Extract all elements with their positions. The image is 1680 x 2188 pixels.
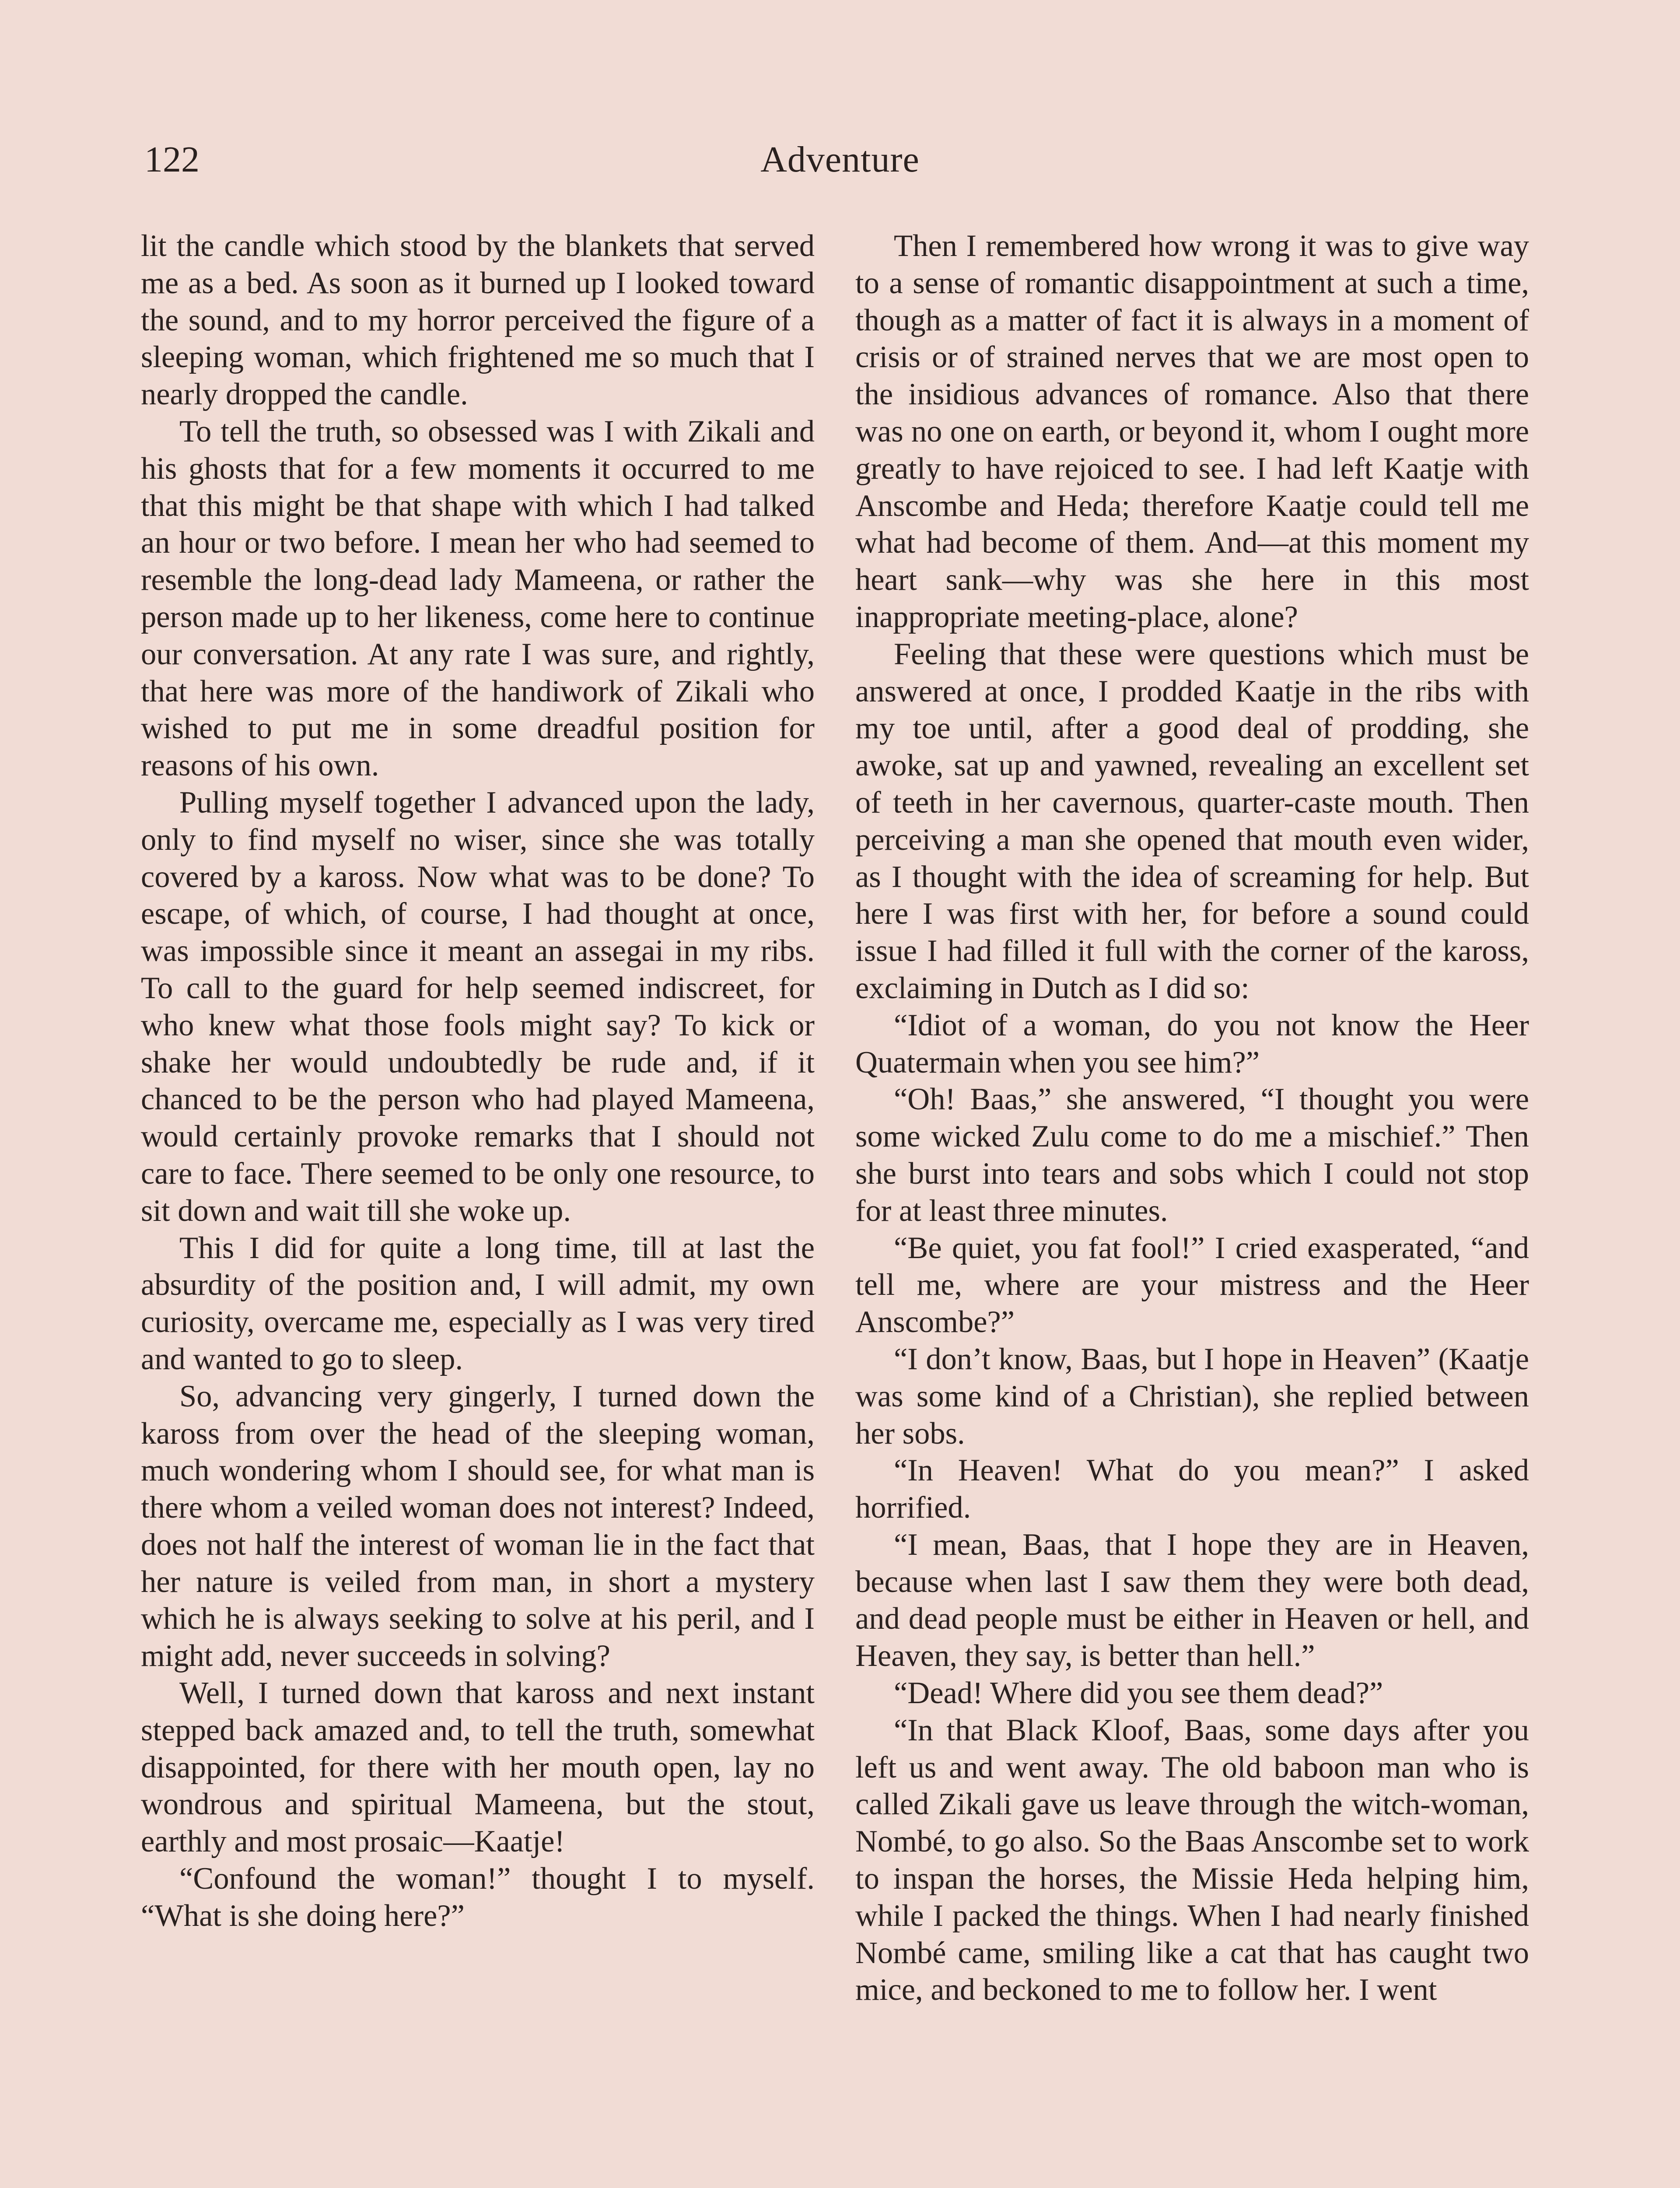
paragraph: Pulling myself together I advanced upon the lady, only to find myself no wiser, since she was totally covered by a kaross. Now what was to be done? To escape, of which, of course, I had thought at once, was impossible since it meant an assegai in my ribs. To call to the guard for help seemed indiscreet, for who knew what those fools might say? To kick or shake her would undoubtedly be rude and, if it chanced to be the person who had played Mameena, would certainly provoke remarks that I should not care to face. There seemed to be only one resource, to sit down and wait till she woke up. [141, 785, 815, 1228]
paragraph: This I did for quite a long time, till at last the absurdity of the position and, I will admit, my own curiosity, overcame me, especially as I was very tired and wanted to go to sleep. [141, 1231, 815, 1376]
page-number: 122 [144, 139, 200, 180]
paragraph: Feeling that these were questions which must be answered at once, I prodded Kaatje in the ribs with my toe until, after a good deal of prodding, she awoke, sat up and yawned, revealing an excellent set of teeth in her cavernous, quarter-caste mouth. Then perceiving a man she opened that mouth even wider, as I thought with the idea of screaming for help. But here I was first with her, for before a sound could issue I had filled it full with the corner of the kaross, exclaiming in Dutch as I did so: [855, 637, 1529, 1005]
paragraph: lit the candle which stood by the blankets that served me as a bed. As soon as it burned up I looked toward the sound, and to my horror perceived the figure of a sleeping woman, which frightened me so much that I nearly dropped the candle. [141, 229, 815, 412]
paragraph: Well, I turned down that kaross and next instant stepped back amazed and, to tell the truth, somewhat disappointed, for there with her mouth open, lay no wondrous and spiritual Mameena, but the stout, earthly and most prosaic—Kaatje! [141, 1676, 815, 1859]
running-title: Adventure [760, 139, 920, 180]
paragraph: “Idiot of a woman, do you not know the Heer Quatermain when you see him?” [855, 1008, 1529, 1080]
paragraph: “In that Black Kloof, Baas, some days after you left us and went away. The old baboon man who is called Zikali gave us leave through the witch-woman, Nombé, to go also. So the Baas Anscombe set to work to inspan the horses, the Missie Heda helping him, while I packed the things. When I had nearly finished Nombé came, smiling like a cat that has caught two mice, and beckoned to me to follow her. I went [855, 1713, 1529, 2007]
left-column [141, 228, 815, 2188]
paragraph: Then I remembered how wrong it was to give way to a sense of romantic disappointment at such a time, though as a matter of fact it is always in a moment of crisis or of strained nerves that we are most open to the insidious advances of romance. Also that there was no one on earth, or beyond it, whom I ought more greatly to have rejoiced to see. I had left Kaatje with Anscombe and Heda; therefore Kaatje could tell me what had become of them. And—at this moment my heart sank—why was she here in this most inappropriate meeting-place, alone? [855, 229, 1529, 634]
paragraph: So, advancing very gingerly, I turned down the kaross from over the head of the sleeping woman, much wondering whom I should see, for what man is there whom a veiled woman does not interest? Indeed, does not half the interest of woman lie in the fact that her nature is veiled from man, in short a mystery which he is always seeking to solve at his peril, and I might add, never succeeds in solving? [141, 1379, 815, 1673]
paragraph: “Confound the woman!” thought I to myself. “What is she doing here?” [141, 1862, 815, 1933]
paragraph: “Oh! Baas,” she answered, “I thought you were some wicked Zulu come to do me a mischief.” Then she burst into tears and sobs which I could not stop for at least three minutes. [855, 1082, 1529, 1228]
paragraph: “Dead! Where did you see them dead?” [894, 1676, 1383, 1711]
page-header [144, 133, 1536, 186]
right-column [855, 228, 1529, 2188]
paragraph: “In Heaven! What do you mean?” I asked horrified. [855, 1453, 1529, 1525]
paragraph: “I don’t know, Baas, but I hope in Heaven” (Kaatje was some kind of a Christian), she replied between her sobs. [855, 1342, 1529, 1451]
paragraph: To tell the truth, so obsessed was I with Zikali and his ghosts that for a few moments it occurred to me that this might be that shape with which I had talked an hour or two before. I mean her who had seemed to resemble the long-dead lady Mameena, or rather the person made up to her likeness, come here to continue our conversation. At any rate I was sure, and rightly, that here was more of the handiwork of Zikali who wished to put me in some dreadful position for reasons of his own. [141, 414, 815, 783]
paragraph: “I mean, Baas, that I hope they are in Heaven, because when last I saw them they were both dead, and dead people must be either in Heaven or hell, and Heaven, they say, is better than hell.” [855, 1527, 1529, 1673]
paragraph: “Be quiet, you fat fool!” I cried exasperated, “and tell me, where are your mistress and the Heer Anscombe?” [855, 1231, 1529, 1339]
